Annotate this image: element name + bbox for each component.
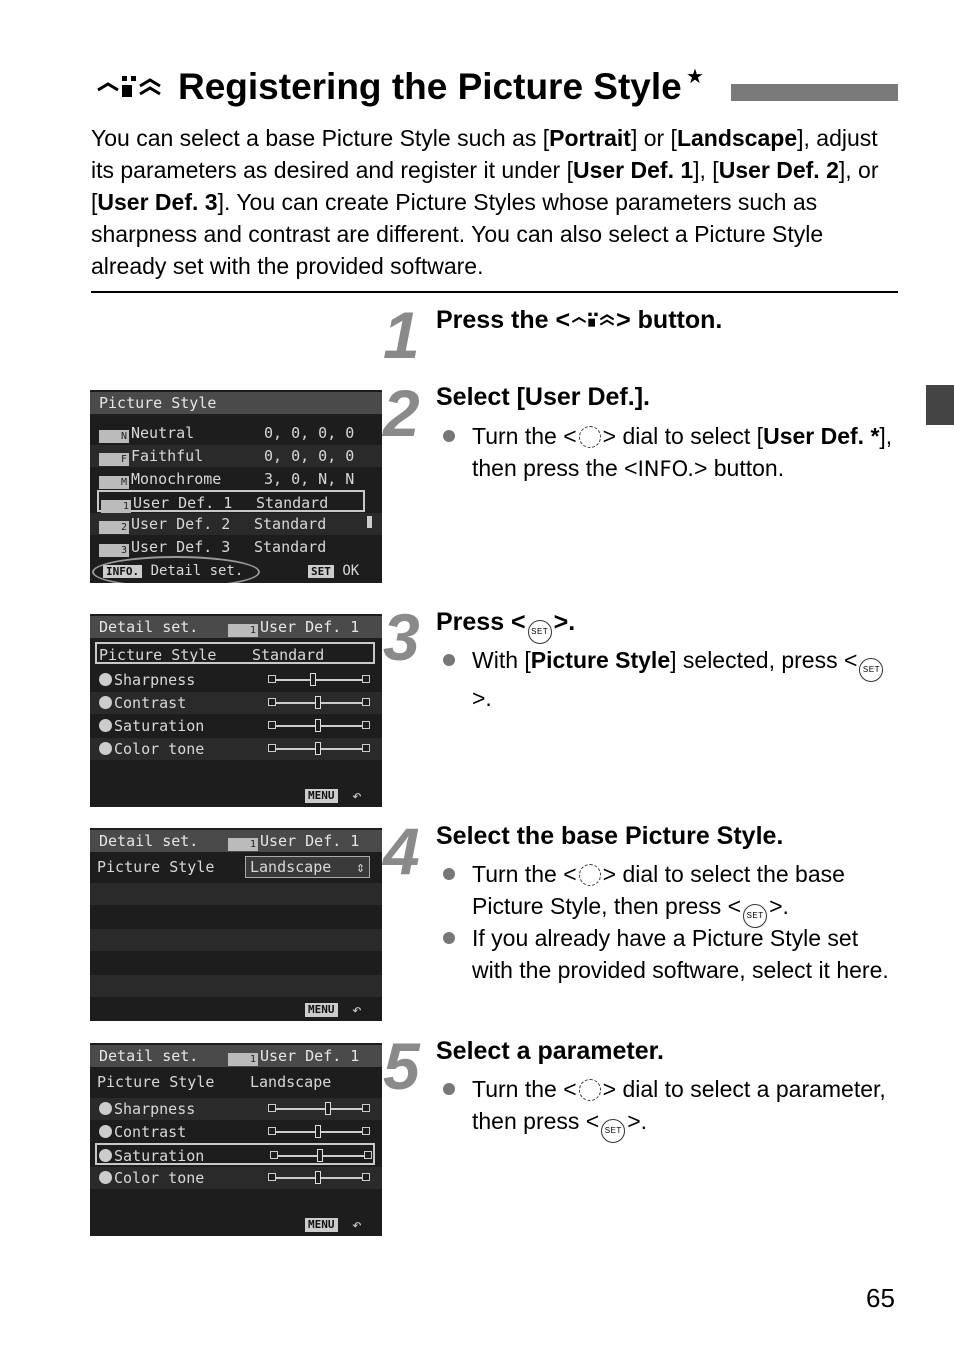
title-accent-bar xyxy=(731,84,898,101)
page-title: Registering the Picture Style xyxy=(178,66,682,107)
step-title: Press the < > button. xyxy=(436,306,723,334)
step-title: Select a parameter. xyxy=(436,1037,664,1065)
picture-style-user1-icon: 1 xyxy=(228,1053,258,1066)
picture-style-icon xyxy=(96,72,162,102)
picture-style-monochrome-icon: M xyxy=(99,476,129,489)
picture-style-icon xyxy=(570,310,616,330)
step-number: 4 xyxy=(383,814,420,888)
step-bullet: Turn the < > dial to select a parameter, then press < SET >. xyxy=(472,1073,902,1143)
step-number: 1 xyxy=(383,298,420,372)
star-icon: ★ xyxy=(686,66,704,88)
set-button-icon: SET xyxy=(859,658,883,682)
param-scale xyxy=(270,725,368,727)
step-number: 5 xyxy=(383,1029,420,1103)
scale-marker xyxy=(315,1125,321,1138)
param-scale xyxy=(270,748,368,750)
picture-style-field[interactable]: Picture Style Landscape xyxy=(97,1073,332,1091)
sharpness-icon xyxy=(99,1102,112,1115)
set-button-icon: SET xyxy=(743,904,767,928)
step-number: 3 xyxy=(383,600,420,674)
param-color-tone[interactable]: Color tone xyxy=(90,1167,382,1189)
picture-style-neutral-icon: N xyxy=(99,430,129,443)
set-button-icon: SET xyxy=(528,620,552,644)
dial-icon xyxy=(579,426,601,448)
picture-style-user3-icon: 3 xyxy=(99,544,129,557)
menu-button-icon: MENU xyxy=(305,789,338,803)
menu-button-icon: MENU xyxy=(305,1218,338,1232)
set-button-icon: SET xyxy=(601,1119,625,1143)
scale-marker xyxy=(315,1171,321,1184)
back-arrow-icon: ↶ xyxy=(352,1215,362,1234)
step-bullet: Turn the < > dial to select [User Def. *], then press the <INFO.> button. xyxy=(472,420,902,485)
param-contrast[interactable]: Contrast xyxy=(90,1121,382,1143)
param-saturation-selected[interactable]: Saturation xyxy=(95,1143,375,1165)
contrast-icon xyxy=(99,1125,112,1138)
intro-paragraph: You can select a base Picture Style such as [Portrait] or [Landscape], adjust its parameters as desired and register it under [User Def. 1], [User Def. 2], or [User Def. 3]. You can create Picture Styles whose parameters such as sharpness and contrast are different. You can also select a Picture Style already set with the provided software. xyxy=(91,125,879,279)
scale-marker xyxy=(315,742,321,755)
scale-marker xyxy=(317,1149,323,1162)
list-item[interactable]: F Faithful 0, 0, 0, 0 xyxy=(90,445,382,467)
step-bullet: Turn the < > dial to select the base Picture Style, then press < SET >. xyxy=(472,858,902,928)
param-sharpness[interactable]: Sharpness xyxy=(90,1098,382,1120)
set-button-icon: SET xyxy=(308,565,334,578)
back-arrow-icon: ↶ xyxy=(352,1000,362,1019)
param-scale xyxy=(272,1155,370,1157)
step-title: Press < SET >. xyxy=(436,608,575,644)
picture-style-field[interactable]: Picture Style Standard xyxy=(95,642,375,664)
scrollbar[interactable] xyxy=(367,516,372,528)
dial-icon xyxy=(579,864,601,886)
scale-marker xyxy=(310,673,316,686)
screen-header: Picture Style xyxy=(99,394,217,412)
camera-screen-detail-set: Detail set. 1 User Def. 1 Picture Style Standard Sharpness Contrast Saturation Color tone MENU ↶ xyxy=(90,614,382,807)
list-item[interactable]: N Neutral 0, 0, 0, 0 xyxy=(90,422,382,444)
picture-style-field[interactable]: Picture Style Landscape ⇕ xyxy=(90,856,382,878)
list-item[interactable]: M Monochrome 3, 0, N, N xyxy=(90,468,382,490)
contrast-icon xyxy=(99,696,112,709)
picture-style-user1-icon: 1 xyxy=(228,624,258,637)
list-item-selected[interactable]: 1 User Def. 1 Standard xyxy=(97,490,365,512)
step-bullet: With [Picture Style] selected, press < SET>. xyxy=(472,644,902,714)
info-button-icon: INFO. xyxy=(637,457,694,481)
param-scale xyxy=(270,1177,368,1179)
info-button-icon: INFO. xyxy=(103,565,142,578)
param-sharpness[interactable]: Sharpness xyxy=(90,669,382,691)
step-number: 2 xyxy=(383,376,420,450)
back-arrow-icon: ↶ xyxy=(352,786,362,805)
page-number: 65 xyxy=(866,1283,895,1313)
color-tone-icon xyxy=(99,742,112,755)
scale-marker xyxy=(325,1102,331,1115)
chapter-tab xyxy=(926,385,954,425)
color-tone-icon xyxy=(99,1171,112,1184)
list-item[interactable]: 2 User Def. 2 Standard xyxy=(90,513,382,535)
divider xyxy=(91,291,898,293)
param-scale xyxy=(270,1108,368,1110)
param-color-tone[interactable]: Color tone xyxy=(90,738,382,760)
saturation-icon xyxy=(99,719,112,732)
sharpness-icon xyxy=(99,673,112,686)
step-bullet: If you already have a Picture Style set with the provided software, select it here. xyxy=(472,922,902,986)
menu-button-icon: MENU xyxy=(305,1003,338,1017)
param-scale xyxy=(270,1131,368,1133)
param-saturation[interactable]: Saturation xyxy=(90,715,382,737)
step-title: Select the base Picture Style. xyxy=(436,822,784,850)
dial-icon xyxy=(579,1079,601,1101)
up-down-arrows-icon: ⇕ xyxy=(355,858,365,876)
param-scale xyxy=(270,702,368,704)
param-contrast[interactable]: Contrast xyxy=(90,692,382,714)
camera-screen-detail-set-params: Detail set. 1 User Def. 1 Picture Style Landscape Sharpness Contrast Saturation Color tone MENU ↶ xyxy=(90,1043,382,1236)
camera-screen-picture-style: Picture Style N Neutral 0, 0, 0, 0 F Faithful 0, 0, 0, 0 M Monochrome 3, 0, N, N 1 User Def. 1 Standard 2 User Def. 2 Standard 3 User Def. 3 Standard INFO. Detail set. SET OK xyxy=(90,390,382,583)
picture-style-user1-icon: 1 xyxy=(101,500,131,513)
highlight-oval xyxy=(92,556,260,583)
list-item[interactable]: 3 User Def. 3 Standard xyxy=(90,536,382,558)
picture-style-faithful-icon: F xyxy=(99,453,129,466)
step-title: Select [User Def.]. xyxy=(436,383,650,411)
title-row xyxy=(92,62,898,112)
param-scale xyxy=(270,679,368,681)
scale-marker xyxy=(315,719,321,732)
picture-style-user1-icon: 1 xyxy=(228,838,258,851)
saturation-icon xyxy=(99,1149,112,1162)
picture-style-user2-icon: 2 xyxy=(99,521,129,534)
camera-screen-detail-set-landscape: Detail set. 1 User Def. 1 Picture Style Landscape ⇕ MENU ↶ xyxy=(90,828,382,1021)
scale-marker xyxy=(315,696,321,709)
